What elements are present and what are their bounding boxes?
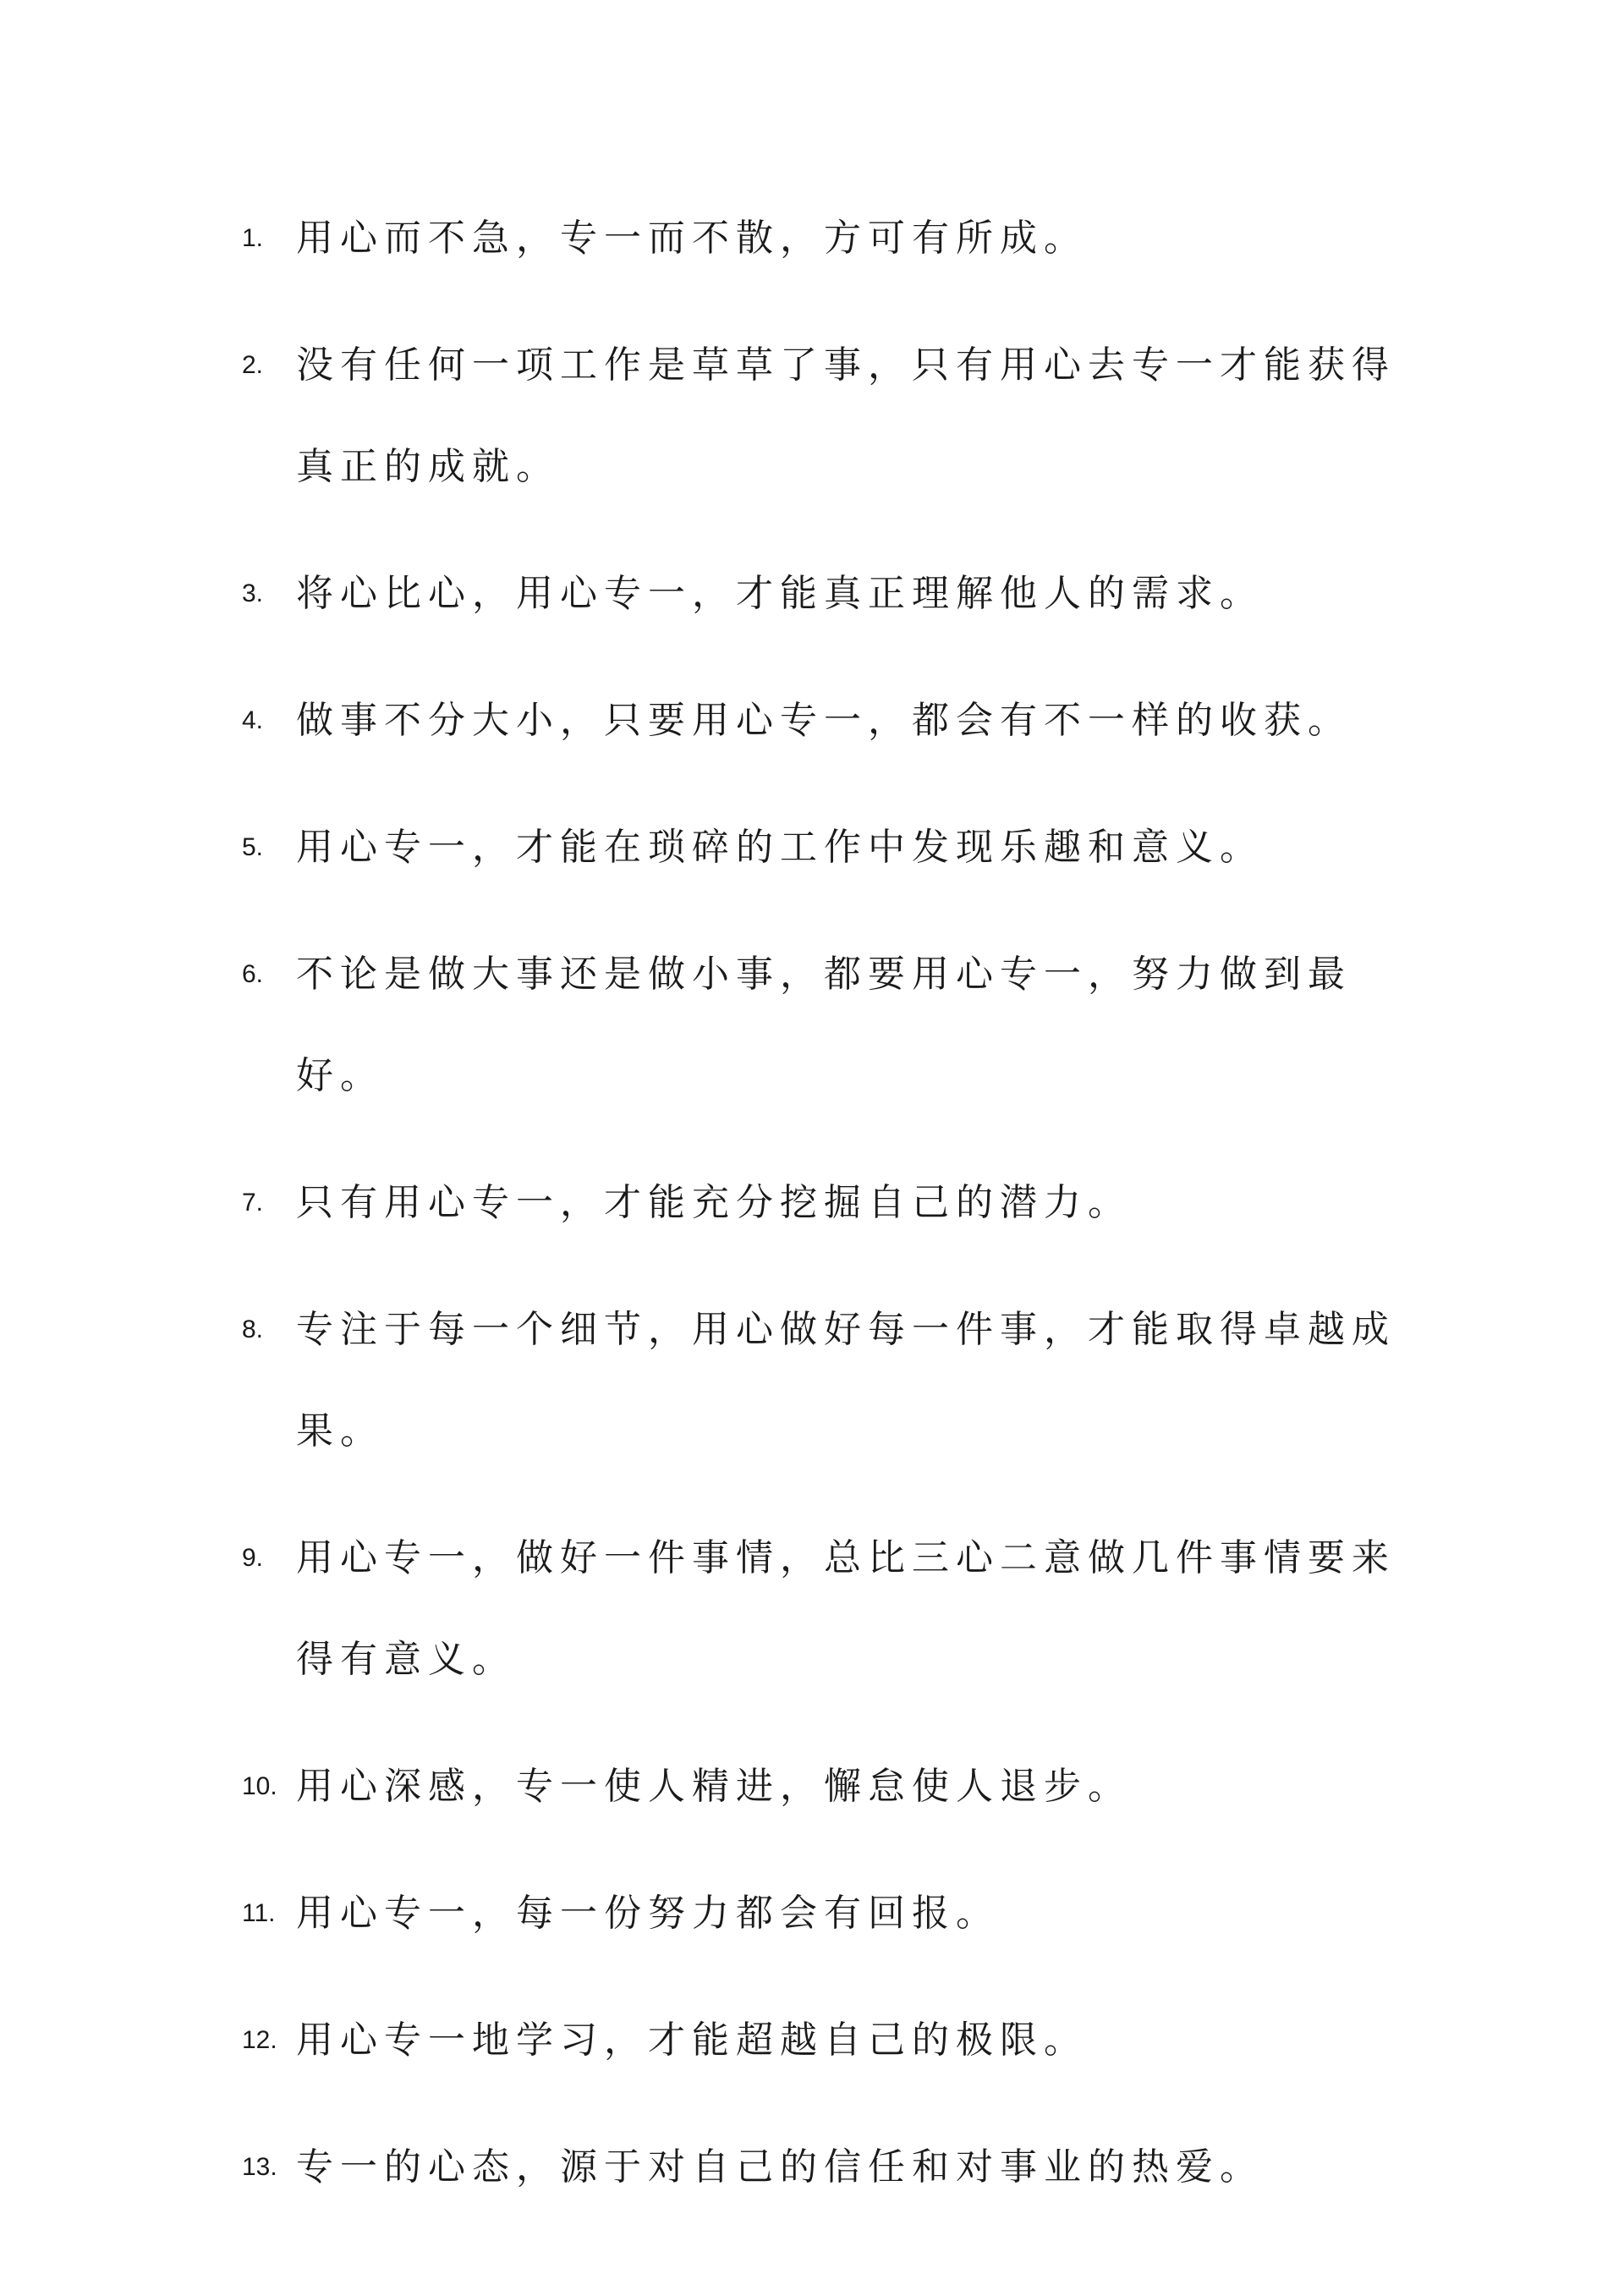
- list-item: [242, 543, 1418, 645]
- item-number: 13.: [242, 2153, 277, 2181]
- item-text: 用心专一，才能在琐碎的工作中发现乐趣和意义。: [296, 826, 1264, 869]
- item-text: 用心专一，做好一件事情，总比三心二意做几件事情要来得有意义。: [296, 1536, 1396, 1681]
- list-item: [242, 1152, 1418, 1254]
- list-item: [242, 670, 1418, 772]
- item-number: 4.: [242, 706, 264, 734]
- list-item: [242, 315, 1418, 518]
- item-text: 专注于每一个细节，用心做好每一件事，才能取得卓越成果。: [296, 1308, 1396, 1453]
- list-item: [242, 924, 1418, 1127]
- item-text: 用心而不急，专一而不散，方可有所成。: [296, 217, 1088, 260]
- item-text: 用心深感，专一使人精进，懈怠使人退步。: [296, 1765, 1132, 1808]
- item-text: 不论是做大事还是做小事，都要用心专一，努力做到最好。: [296, 953, 1352, 1097]
- quote-list: [242, 188, 1418, 2244]
- list-item: [242, 188, 1418, 289]
- item-number: 9.: [242, 1544, 264, 1572]
- list-item: [242, 1279, 1418, 1482]
- item-number: 5.: [242, 833, 264, 861]
- item-number: 3.: [242, 579, 264, 607]
- item-text: 用心专一地学习，才能超越自己的极限。: [296, 2019, 1088, 2062]
- list-item: [242, 2117, 1418, 2218]
- item-number: 8.: [242, 1316, 264, 1343]
- item-number: 10.: [242, 1772, 277, 1800]
- item-number: 6.: [242, 960, 264, 988]
- list-item: [242, 797, 1418, 898]
- item-number: 12.: [242, 2026, 277, 2054]
- list-item: [242, 1863, 1418, 1964]
- item-number: 11.: [242, 1899, 276, 1927]
- item-number: 7.: [242, 1189, 264, 1217]
- item-text: 将心比心，用心专一，才能真正理解他人的需求。: [296, 572, 1264, 615]
- item-number: 2.: [242, 351, 264, 379]
- list-item: [242, 1736, 1418, 1837]
- list-item: [242, 1990, 1418, 2091]
- item-text: 用心专一，每一份努力都会有回报。: [296, 1892, 1000, 1935]
- item-text: 没有任何一项工作是草草了事，只有用心去专一才能获得真正的成就。: [296, 343, 1396, 488]
- item-text: 专一的心态，源于对自己的信任和对事业的热爱。: [296, 2145, 1264, 2189]
- item-text: 只有用心专一，才能充分挖掘自己的潜力。: [296, 1181, 1132, 1224]
- item-text: 做事不分大小，只要用心专一，都会有不一样的收获。: [296, 699, 1352, 742]
- item-number: 1.: [242, 224, 264, 252]
- list-item: [242, 1508, 1418, 1711]
